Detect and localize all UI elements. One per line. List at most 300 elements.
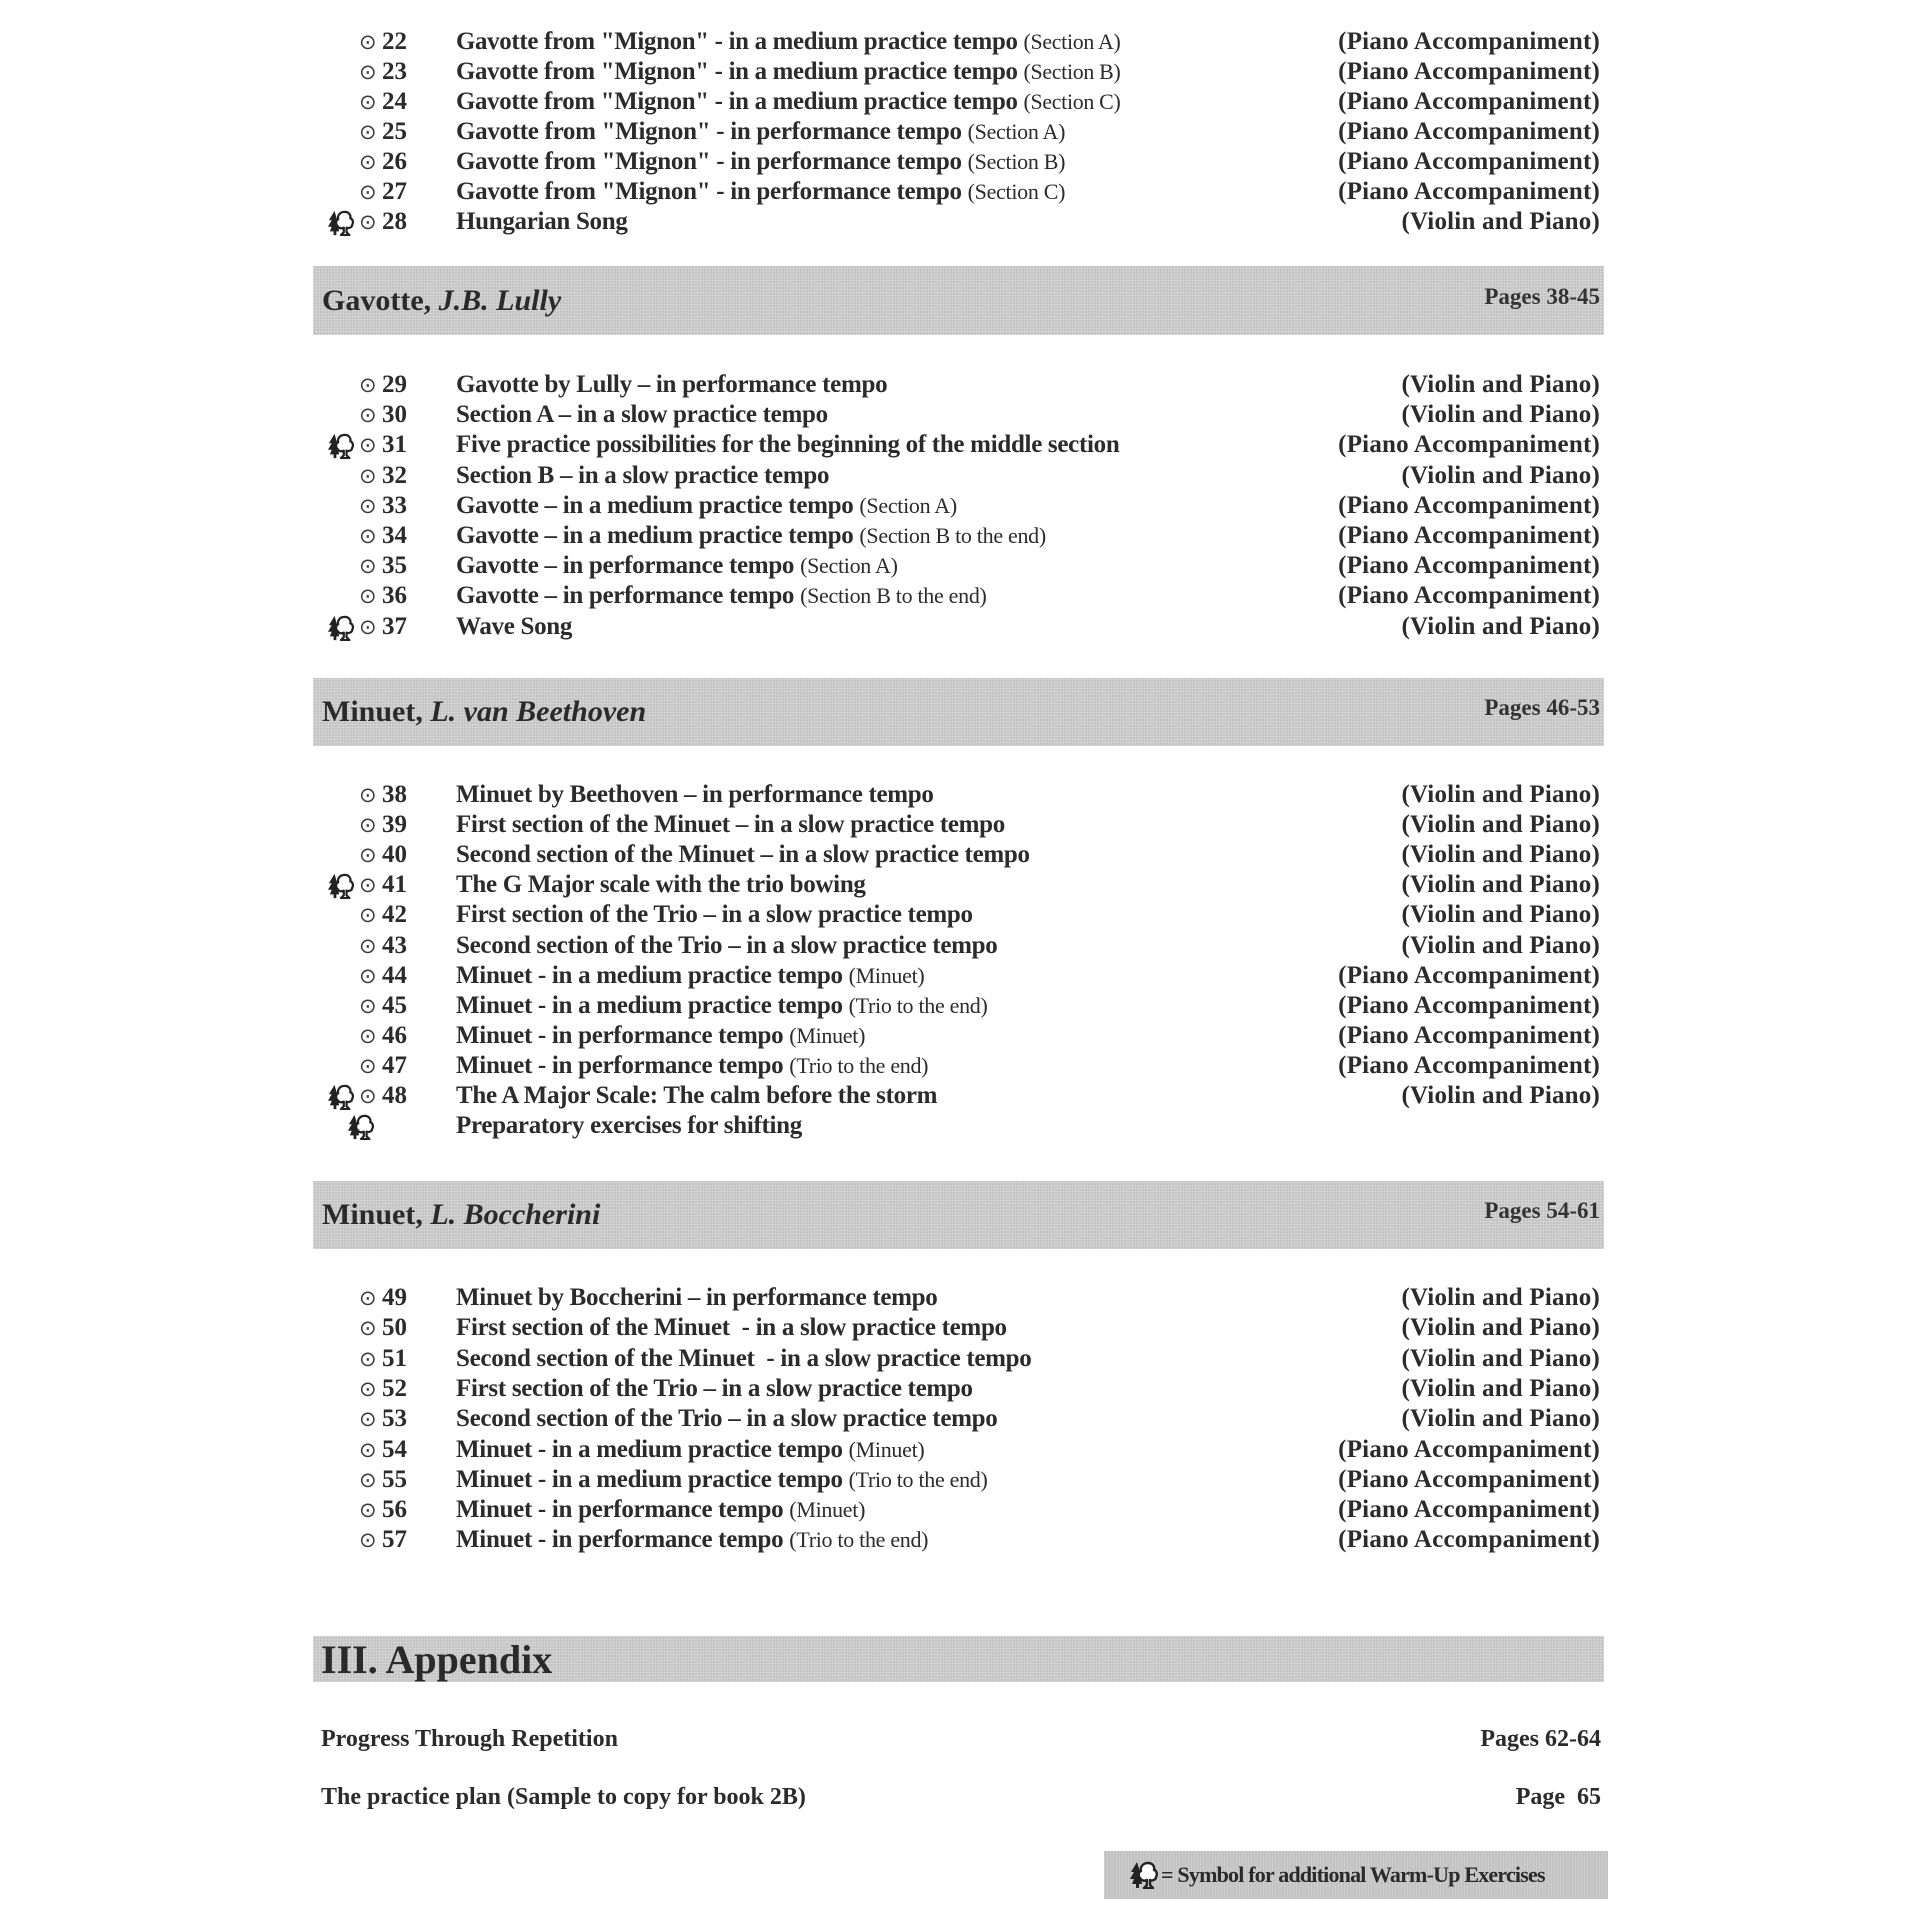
cd-track-icon: ⊙: [359, 464, 377, 488]
track-number: 30: [382, 401, 407, 428]
cd-track-icon: ⊙: [359, 1347, 377, 1371]
track-number: 39: [382, 811, 407, 838]
section-title: [322, 266, 561, 335]
track-instrumentation: (Violin and Piano): [1401, 901, 1600, 928]
track-title: [456, 961, 924, 991]
track-number: 44: [382, 962, 407, 989]
track-icons: [328, 1495, 408, 1525]
track-number: 26: [382, 148, 407, 175]
track-title-text: Wave Song: [456, 613, 573, 640]
track-number: 55: [382, 1466, 407, 1493]
track-row[interactable]: [0, 1495, 1920, 1525]
track-row[interactable]: [0, 491, 1920, 521]
track-title-text: Minuet - in performance tempo: [456, 1496, 784, 1523]
section-pages: Pages 38-45: [1484, 284, 1600, 309]
track-title: [456, 931, 997, 961]
track-number: 35: [382, 552, 407, 579]
track-title: [456, 1404, 997, 1434]
track-title: [456, 1495, 865, 1525]
track-title: [456, 870, 866, 900]
track-title-text: Gavotte from "Mignon" - in a medium practice tempo: [456, 28, 1018, 55]
track-title: [456, 1051, 928, 1081]
cd-track-icon: ⊙: [359, 1377, 377, 1401]
track-title-text: Gavotte from "Mignon" - in performance tempo: [456, 118, 962, 145]
track-row[interactable]: [0, 430, 1920, 460]
track-number: 49: [382, 1284, 407, 1311]
track-title: [456, 1313, 1007, 1343]
track-title-text: Minuet by Boccherini – in performance tempo: [456, 1284, 938, 1311]
track-title: [456, 521, 1046, 551]
track-row[interactable]: [0, 810, 1920, 840]
track-instrumentation: (Violin and Piano): [1401, 1345, 1600, 1372]
track-title-text: Preparatory exercises for shifting: [456, 1112, 802, 1139]
warm-up-tree-icon: [328, 433, 354, 459]
track-row[interactable]: [0, 551, 1920, 581]
cd-track-icon: ⊙: [359, 180, 377, 204]
section-pages: Pages 46-53: [1484, 695, 1600, 720]
track-instrumentation: (Violin and Piano): [1401, 811, 1600, 838]
warm-up-tree-icon: [348, 1114, 374, 1140]
track-row[interactable]: [0, 991, 1920, 1021]
section-header: [313, 678, 1604, 746]
track-row[interactable]: [0, 1313, 1920, 1343]
track-row[interactable]: [0, 581, 1920, 611]
track-row[interactable]: [0, 147, 1920, 177]
track-title-text: Gavotte from "Mignon" - in a medium practice tempo: [456, 88, 1018, 115]
cd-track-icon: ⊙: [359, 150, 377, 174]
track-instrumentation: (Piano Accompaniment): [1338, 962, 1600, 989]
track-icons: [328, 1313, 408, 1343]
track-row[interactable]: [0, 1081, 1920, 1111]
cd-track-icon: ⊙: [359, 554, 377, 578]
track-instrumentation: (Piano Accompaniment): [1338, 552, 1600, 579]
track-icons: [328, 370, 408, 400]
track-instrumentation: (Piano Accompaniment): [1338, 1052, 1600, 1079]
track-number: 48: [382, 1082, 407, 1109]
track-icons: [328, 430, 408, 460]
cd-track-icon: ⊙: [359, 373, 377, 397]
track-title-text: Second section of the Trio – in a slow practice tempo: [456, 1405, 998, 1432]
track-title: [456, 27, 1120, 57]
track-note: (Section A): [859, 493, 957, 518]
track-number: 33: [382, 492, 407, 519]
track-icons: [328, 87, 408, 117]
cd-track-icon: ⊙: [359, 120, 377, 144]
track-title: [456, 991, 988, 1021]
track-title: [456, 1525, 928, 1555]
track-row[interactable]: [0, 612, 1920, 642]
track-row[interactable]: [0, 400, 1920, 430]
track-title: [456, 370, 887, 400]
cd-track-icon: ⊙: [359, 30, 377, 54]
track-note: (Section A): [967, 119, 1066, 144]
section-pages: Pages 54-61: [1484, 1198, 1600, 1223]
track-instrumentation: (Violin and Piano): [1401, 1082, 1600, 1109]
cd-track-icon: ⊙: [359, 783, 377, 807]
track-number: 37: [382, 613, 407, 640]
track-icons: [328, 1283, 408, 1313]
track-note: (Trio to the end): [789, 1527, 929, 1552]
track-title: [456, 1283, 937, 1313]
track-row[interactable]: [0, 461, 1920, 491]
track-icons: [328, 1021, 408, 1051]
track-note: (Section B): [1023, 59, 1121, 84]
appendix-header: [313, 1636, 1604, 1682]
track-number: 56: [382, 1496, 407, 1523]
track-title: [456, 780, 934, 810]
cd-track-icon: ⊙: [359, 873, 377, 897]
track-title: [456, 400, 828, 430]
appendix-item-pages: Pages 62-64: [1480, 1726, 1601, 1752]
cd-track-icon: ⊙: [359, 1407, 377, 1431]
track-title-text: Second section of the Trio – in a slow practice tempo: [456, 932, 998, 959]
track-number: 28: [382, 208, 407, 235]
track-title: [456, 87, 1120, 117]
track-title-text: Minuet - in a medium practice tempo: [456, 1466, 843, 1493]
cd-track-icon: ⊙: [359, 964, 377, 988]
track-row[interactable]: [0, 1021, 1920, 1051]
track-row[interactable]: [0, 931, 1920, 961]
track-icons: [328, 870, 408, 900]
warm-up-tree-icon: [328, 1084, 354, 1110]
track-note: (Trio to the end): [789, 1053, 929, 1078]
cd-track-icon: ⊙: [359, 934, 377, 958]
track-instrumentation: (Piano Accompaniment): [1338, 992, 1600, 1019]
track-title-text: Five practice possibilities for the beginning of the middle section: [456, 431, 1120, 458]
track-instrumentation: (Violin and Piano): [1401, 613, 1600, 640]
cd-track-icon: ⊙: [359, 524, 377, 548]
track-icons: [328, 491, 408, 521]
track-icons: [328, 810, 408, 840]
track-row[interactable]: [0, 117, 1920, 147]
track-instrumentation: (Violin and Piano): [1401, 871, 1600, 898]
track-number: 50: [382, 1314, 407, 1341]
track-instrumentation: (Piano Accompaniment): [1338, 492, 1600, 519]
cd-track-icon: ⊙: [359, 1468, 377, 1492]
warm-up-tree-icon: [1130, 1861, 1158, 1889]
track-icons: [328, 1111, 408, 1141]
track-icons: [328, 931, 408, 961]
track-number: 29: [382, 371, 407, 398]
track-number: 57: [382, 1526, 407, 1553]
track-number: 42: [382, 901, 407, 928]
track-icons: [328, 1344, 408, 1374]
track-title-text: Gavotte – in a medium practice tempo: [456, 492, 854, 519]
track-note: (Section B): [967, 149, 1066, 174]
track-title: [456, 430, 1119, 460]
track-instrumentation: (Violin and Piano): [1401, 1405, 1600, 1432]
track-number: 40: [382, 841, 407, 868]
track-title: [456, 612, 572, 642]
appendix-title: III. Appendix: [321, 1637, 553, 1682]
track-instrumentation: (Piano Accompaniment): [1338, 1436, 1600, 1463]
track-icons: [328, 521, 408, 551]
cd-track-icon: ⊙: [359, 584, 377, 608]
track-instrumentation: (Piano Accompaniment): [1338, 1022, 1600, 1049]
track-title: [456, 581, 987, 611]
track-title: [456, 810, 1005, 840]
section-title: [322, 1181, 600, 1249]
cd-track-icon: ⊙: [359, 1438, 377, 1462]
section-header: [313, 1181, 1604, 1249]
track-instrumentation: (Piano Accompaniment): [1338, 431, 1600, 458]
track-icons: [328, 961, 408, 991]
track-number: 34: [382, 522, 407, 549]
cd-track-icon: ⊙: [359, 494, 377, 518]
cd-track-icon: ⊙: [359, 60, 377, 84]
track-title: [456, 1021, 865, 1051]
track-title: [456, 1081, 937, 1111]
track-instrumentation: (Piano Accompaniment): [1338, 118, 1600, 145]
track-row[interactable]: [0, 840, 1920, 870]
cd-track-icon: ⊙: [359, 90, 377, 114]
track-title: [456, 491, 957, 521]
cd-track-icon: ⊙: [359, 813, 377, 837]
appendix-item[interactable]: [321, 1781, 1601, 1813]
track-instrumentation: (Violin and Piano): [1401, 462, 1600, 489]
track-note: (Minuet): [789, 1497, 866, 1522]
track-title: [456, 900, 973, 930]
track-note: (Minuet): [848, 963, 925, 988]
track-icons: [328, 900, 408, 930]
cd-track-icon: ⊙: [359, 1084, 377, 1108]
track-note: (Trio to the end): [848, 993, 988, 1018]
track-row[interactable]: [0, 1051, 1920, 1081]
track-instrumentation: (Violin and Piano): [1401, 208, 1600, 235]
track-number: 25: [382, 118, 407, 145]
track-title-text: Minuet - in performance tempo: [456, 1052, 784, 1079]
track-row[interactable]: [0, 177, 1920, 207]
track-title: [456, 117, 1065, 147]
appendix-item-label: Progress Through Repetition: [321, 1726, 618, 1752]
track-icons: [328, 147, 408, 177]
cd-track-icon: ⊙: [359, 403, 377, 427]
track-instrumentation: (Violin and Piano): [1401, 841, 1600, 868]
track-row[interactable]: [0, 780, 1920, 810]
composer-name: J.B. Lully: [438, 284, 562, 317]
track-icons: [328, 581, 408, 611]
track-icons: [328, 840, 408, 870]
track-note: (Section A): [1023, 29, 1121, 54]
piece-name: Minuet,: [322, 1198, 423, 1231]
track-title-text: Minuet - in performance tempo: [456, 1526, 784, 1553]
track-icons: [328, 177, 408, 207]
track-title: [456, 1111, 802, 1141]
composer-name: L. Boccherini: [430, 1198, 601, 1231]
cd-track-icon: ⊙: [359, 1286, 377, 1310]
track-instrumentation: (Piano Accompaniment): [1338, 88, 1600, 115]
section-title: [322, 678, 646, 746]
track-icons: [328, 551, 408, 581]
track-row[interactable]: [0, 1465, 1920, 1495]
section-header: [313, 266, 1604, 335]
track-title-text: The G Major scale with the trio bowing: [456, 871, 866, 898]
track-number: 53: [382, 1405, 407, 1432]
track-title-text: Section B – in a slow practice tempo: [456, 462, 830, 489]
track-number: 51: [382, 1345, 407, 1372]
track-number: 41: [382, 871, 407, 898]
track-title: [456, 207, 628, 237]
track-number: 23: [382, 58, 407, 85]
track-title: [456, 840, 1030, 870]
track-instrumentation: (Violin and Piano): [1401, 1314, 1600, 1341]
track-title: [456, 1344, 1032, 1374]
cd-track-icon: ⊙: [359, 615, 377, 639]
cd-track-icon: ⊙: [359, 1316, 377, 1340]
cd-track-icon: ⊙: [359, 903, 377, 927]
track-title-text: First section of the Minuet - in a slow practice tempo: [456, 1314, 1007, 1341]
track-title-text: Gavotte – in performance tempo: [456, 552, 795, 579]
track-row[interactable]: [0, 900, 1920, 930]
track-row[interactable]: [0, 370, 1920, 400]
track-row[interactable]: [0, 870, 1920, 900]
cd-track-icon: ⊙: [359, 1054, 377, 1078]
cd-track-icon: ⊙: [359, 1024, 377, 1048]
track-number: 27: [382, 178, 407, 205]
cd-track-icon: ⊙: [359, 843, 377, 867]
track-icons: [328, 1435, 408, 1465]
track-number: 32: [382, 462, 407, 489]
track-icons: [328, 27, 408, 57]
track-title-text: Second section of the Minuet – in a slow practice tempo: [456, 841, 1030, 868]
track-note: (Minuet): [789, 1023, 866, 1048]
track-title: [456, 147, 1065, 177]
track-number: 22: [382, 28, 407, 55]
track-icons: [328, 461, 408, 491]
cd-track-icon: ⊙: [359, 433, 377, 457]
track-note: (Trio to the end): [848, 1467, 988, 1492]
track-title-text: Section A – in a slow practice tempo: [456, 401, 828, 428]
track-number: 31: [382, 431, 407, 458]
piece-name: Minuet,: [322, 695, 423, 728]
track-icons: [328, 57, 408, 87]
track-row[interactable]: [0, 1525, 1920, 1555]
composer-name: L. van Beethoven: [430, 695, 647, 728]
track-title-text: Minuet - in performance tempo: [456, 1022, 784, 1049]
track-number: 54: [382, 1436, 407, 1463]
track-row[interactable]: [0, 57, 1920, 87]
track-title-text: Minuet - in a medium practice tempo: [456, 1436, 843, 1463]
track-icons: [328, 1051, 408, 1081]
track-instrumentation: (Violin and Piano): [1401, 1284, 1600, 1311]
track-row[interactable]: [0, 1404, 1920, 1434]
track-title: [456, 551, 898, 581]
appendix-item-pages: Page 65: [1515, 1784, 1601, 1810]
track-instrumentation: (Piano Accompaniment): [1338, 58, 1600, 85]
track-row[interactable]: [0, 87, 1920, 117]
track-title-text: First section of the Trio – in a slow practice tempo: [456, 901, 973, 928]
track-icons: [328, 117, 408, 147]
piece-name: Gavotte,: [322, 284, 432, 317]
track-row[interactable]: [0, 961, 1920, 991]
cd-track-icon: ⊙: [359, 1528, 377, 1552]
cd-track-icon: ⊙: [359, 1498, 377, 1522]
track-row[interactable]: [0, 1435, 1920, 1465]
track-title: [456, 1465, 988, 1495]
track-title-text: Gavotte – in a medium practice tempo: [456, 522, 854, 549]
track-instrumentation: (Violin and Piano): [1401, 401, 1600, 428]
track-title: [456, 1374, 973, 1404]
track-icons: [328, 780, 408, 810]
warm-up-tree-icon: [328, 210, 354, 236]
track-icons: [328, 1465, 408, 1495]
track-title-text: Minuet - in a medium practice tempo: [456, 992, 843, 1019]
track-row[interactable]: [0, 1344, 1920, 1374]
track-number: 24: [382, 88, 407, 115]
track-title-text: Second section of the Minuet - in a slow practice tempo: [456, 1345, 1032, 1372]
track-title-text: The A Major Scale: The calm before the storm: [456, 1082, 938, 1109]
cd-track-icon: ⊙: [359, 994, 377, 1018]
track-icons: [328, 612, 408, 642]
legend-box: [1104, 1851, 1608, 1899]
track-number: 45: [382, 992, 407, 1019]
track-row[interactable]: [0, 27, 1920, 57]
track-row[interactable]: [0, 1374, 1920, 1404]
track-title-text: Gavotte from "Mignon" - in performance tempo: [456, 148, 962, 175]
track-title-text: Gavotte from "Mignon" - in a medium practice tempo: [456, 58, 1018, 85]
track-note: (Section C): [1023, 89, 1121, 114]
track-icons: [328, 1374, 408, 1404]
track-note: (Minuet): [848, 1437, 925, 1462]
track-number: 47: [382, 1052, 407, 1079]
track-instrumentation: (Piano Accompaniment): [1338, 148, 1600, 175]
warm-up-tree-icon: [328, 873, 354, 899]
track-instrumentation: (Violin and Piano): [1401, 371, 1600, 398]
track-title-text: Gavotte from "Mignon" - in performance tempo: [456, 178, 962, 205]
track-title-text: Hungarian Song: [456, 208, 628, 235]
track-icons: [328, 991, 408, 1021]
track-number: 38: [382, 781, 407, 808]
track-instrumentation: (Piano Accompaniment): [1338, 1496, 1600, 1523]
track-number: 46: [382, 1022, 407, 1049]
track-title: [456, 57, 1120, 87]
track-title-text: Minuet - in a medium practice tempo: [456, 962, 843, 989]
track-title: [456, 177, 1065, 207]
track-number: 43: [382, 932, 407, 959]
track-row[interactable]: [0, 207, 1920, 237]
track-instrumentation: (Piano Accompaniment): [1338, 1526, 1600, 1553]
track-instrumentation: (Piano Accompaniment): [1338, 178, 1600, 205]
track-instrumentation: (Piano Accompaniment): [1338, 1466, 1600, 1493]
track-row[interactable]: [0, 521, 1920, 551]
appendix-item-label: The practice plan (Sample to copy for book 2B): [321, 1784, 806, 1810]
warm-up-tree-icon: [328, 615, 354, 641]
track-note: (Section B to the end): [859, 523, 1046, 548]
track-icons: [328, 1525, 408, 1555]
cd-track-icon: ⊙: [359, 210, 377, 234]
track-title-text: Gavotte – in performance tempo: [456, 582, 795, 609]
legend-text: = Symbol for additional Warm-Up Exercises: [1161, 1862, 1545, 1887]
track-instrumentation: (Piano Accompaniment): [1338, 582, 1600, 609]
track-title-text: Minuet by Beethoven – in performance tempo: [456, 781, 934, 808]
track-instrumentation: (Violin and Piano): [1401, 1375, 1600, 1402]
track-icons: [328, 400, 408, 430]
appendix-item[interactable]: [321, 1723, 1601, 1755]
track-icons: [328, 1404, 408, 1434]
track-row[interactable]: [0, 1111, 1920, 1141]
track-number: 52: [382, 1375, 407, 1402]
track-instrumentation: (Violin and Piano): [1401, 932, 1600, 959]
track-title-text: Gavotte by Lully – in performance tempo: [456, 371, 888, 398]
track-icons: [328, 207, 408, 237]
track-title: [456, 1435, 924, 1465]
track-instrumentation: (Piano Accompaniment): [1338, 522, 1600, 549]
track-note: (Section C): [967, 179, 1066, 204]
track-title-text: First section of the Trio – in a slow practice tempo: [456, 1375, 973, 1402]
track-title: [456, 461, 829, 491]
track-instrumentation: (Piano Accompaniment): [1338, 28, 1600, 55]
track-row[interactable]: [0, 1283, 1920, 1313]
